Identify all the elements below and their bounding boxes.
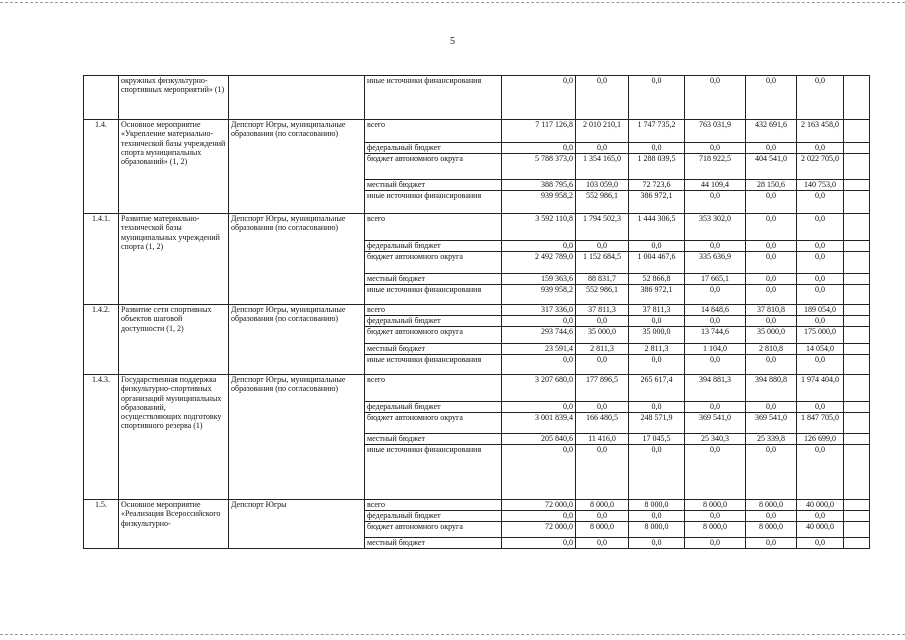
year-amount: 0,0 xyxy=(629,538,685,549)
year-amount: 369 541,0 xyxy=(746,413,797,434)
empty-cell xyxy=(844,180,870,191)
year-amount: 0,0 xyxy=(797,241,844,252)
year-amount: 37 810,8 xyxy=(746,305,797,316)
year-amount: 35 000,0 xyxy=(629,327,685,344)
year-amount: 8 000,0 xyxy=(685,500,746,511)
year-amount: 0,0 xyxy=(685,191,746,214)
year-amount: 248 571,9 xyxy=(629,413,685,434)
year-amount: 0,0 xyxy=(797,316,844,327)
year-amount: 0,0 xyxy=(746,76,797,120)
empty-cell xyxy=(844,375,870,402)
total-amount: 0,0 xyxy=(502,316,576,327)
year-amount: 0,0 xyxy=(746,252,797,274)
year-amount: 8 000,0 xyxy=(746,522,797,538)
year-amount: 0,0 xyxy=(685,402,746,413)
year-amount: 13 744,6 xyxy=(685,327,746,344)
empty-cell xyxy=(844,344,870,355)
year-amount: 0,0 xyxy=(746,511,797,522)
funding-source: бюджет автономного округа xyxy=(365,327,502,344)
year-amount: 35 000,0 xyxy=(746,327,797,344)
total-amount: 5 788 373,0 xyxy=(502,154,576,180)
year-amount: 8 000,0 xyxy=(685,522,746,538)
year-amount: 0,0 xyxy=(797,76,844,120)
total-amount: 0,0 xyxy=(502,355,576,375)
year-amount: 0,0 xyxy=(629,241,685,252)
empty-cell xyxy=(844,538,870,549)
year-amount: 35 000,0 xyxy=(576,327,629,344)
year-amount: 8 000,0 xyxy=(746,500,797,511)
funding-source: всего xyxy=(365,214,502,241)
empty-cell xyxy=(844,327,870,344)
year-amount: 0,0 xyxy=(576,316,629,327)
item-name: окружных физкультурно-спортивных мероприятий» (1) xyxy=(119,76,229,120)
funding-source: иные источники финансирования xyxy=(365,355,502,375)
year-amount: 1 288 039,5 xyxy=(629,154,685,180)
item-name: Государственная поддержка физкультурно-спортивных организаций муниципальных образований, осуществляющих подготовку спортивного резерва (1) xyxy=(119,375,229,500)
year-amount: 0,0 xyxy=(746,538,797,549)
table-row xyxy=(84,214,870,241)
total-amount: 0,0 xyxy=(502,143,576,154)
total-amount: 0,0 xyxy=(502,402,576,413)
empty-cell xyxy=(844,305,870,316)
funding-source: иные источники финансирования xyxy=(365,285,502,305)
year-amount: 394 880,8 xyxy=(746,375,797,402)
total-amount: 72 000,0 xyxy=(502,500,576,511)
empty-cell xyxy=(844,120,870,143)
funding-source: местный бюджет xyxy=(365,180,502,191)
year-amount: 0,0 xyxy=(746,285,797,305)
year-amount: 0,0 xyxy=(685,538,746,549)
year-amount: 0,0 xyxy=(629,316,685,327)
budget-table xyxy=(83,75,870,549)
year-amount: 14 054,0 xyxy=(797,344,844,355)
item-name: Основное мероприятие «Укрепление материально-технической базы учреждений спорта муниципальных образований» (1, 2) xyxy=(119,120,229,214)
item-number: 1.5. xyxy=(84,500,119,549)
year-amount: 0,0 xyxy=(746,191,797,214)
year-amount: 0,0 xyxy=(576,538,629,549)
item-name: Основное мероприятие «Реализация Всероссийского физкультурно- xyxy=(119,500,229,549)
year-amount: 1 444 306,5 xyxy=(629,214,685,241)
year-amount: 14 848,6 xyxy=(685,305,746,316)
year-amount: 88 831,7 xyxy=(576,274,629,285)
total-amount: 2 492 789,0 xyxy=(502,252,576,274)
year-amount: 0,0 xyxy=(746,274,797,285)
year-amount: 0,0 xyxy=(746,402,797,413)
table-row xyxy=(84,120,870,143)
year-amount: 394 881,3 xyxy=(685,375,746,402)
year-amount: 25 339,8 xyxy=(746,434,797,445)
funding-source: федеральный бюджет xyxy=(365,143,502,154)
year-amount: 0,0 xyxy=(797,285,844,305)
empty-cell xyxy=(844,355,870,375)
year-amount: 1 354 165,0 xyxy=(576,154,629,180)
year-amount: 1 974 404,0 xyxy=(797,375,844,402)
total-amount: 0,0 xyxy=(502,538,576,549)
year-amount: 0,0 xyxy=(629,143,685,154)
year-amount: 0,0 xyxy=(685,285,746,305)
item-number: 1.4. xyxy=(84,120,119,214)
table-row xyxy=(84,500,870,511)
empty-cell xyxy=(844,413,870,434)
empty-cell xyxy=(844,214,870,241)
total-amount: 0,0 xyxy=(502,241,576,252)
year-amount: 0,0 xyxy=(685,316,746,327)
empty-cell xyxy=(844,402,870,413)
funding-source: всего xyxy=(365,500,502,511)
year-amount: 0,0 xyxy=(576,355,629,375)
year-amount: 1 794 502,3 xyxy=(576,214,629,241)
year-amount: 103 059,0 xyxy=(576,180,629,191)
year-amount: 2 022 705,0 xyxy=(797,154,844,180)
total-amount: 205 840,6 xyxy=(502,434,576,445)
year-amount: 0,0 xyxy=(576,445,629,500)
total-amount: 293 744,6 xyxy=(502,327,576,344)
year-amount: 1 104,0 xyxy=(685,344,746,355)
year-amount: 2 811,3 xyxy=(576,344,629,355)
year-amount: 0,0 xyxy=(576,76,629,120)
responsible-executor: Депспорт Югры, муниципальные образования (по согласованию) xyxy=(229,375,365,500)
funding-source: иные источники финансирования xyxy=(365,76,502,120)
year-amount: 25 340,3 xyxy=(685,434,746,445)
total-amount: 3 001 839,4 xyxy=(502,413,576,434)
year-amount: 404 541,0 xyxy=(746,154,797,180)
year-amount: 369 541,0 xyxy=(685,413,746,434)
funding-source: бюджет автономного округа xyxy=(365,413,502,434)
year-amount: 0,0 xyxy=(797,538,844,549)
empty-cell xyxy=(844,285,870,305)
funding-source: местный бюджет xyxy=(365,434,502,445)
year-amount: 0,0 xyxy=(797,191,844,214)
funding-source: всего xyxy=(365,375,502,402)
total-amount: 0,0 xyxy=(502,76,576,120)
year-amount: 265 617,4 xyxy=(629,375,685,402)
responsible-executor: Депспорт Югры, муниципальные образования (по согласованию) xyxy=(229,214,365,305)
year-amount: 552 986,1 xyxy=(576,285,629,305)
empty-cell xyxy=(844,316,870,327)
funding-source: иные источники финансирования xyxy=(365,191,502,214)
year-amount: 0,0 xyxy=(797,143,844,154)
year-amount: 11 416,0 xyxy=(576,434,629,445)
funding-source: федеральный бюджет xyxy=(365,241,502,252)
year-amount: 37 811,3 xyxy=(629,305,685,316)
year-amount: 0,0 xyxy=(797,355,844,375)
year-amount: 44 109,4 xyxy=(685,180,746,191)
funding-source: федеральный бюджет xyxy=(365,511,502,522)
responsible-executor: Депспорт Югры, муниципальные образования (по согласованию) xyxy=(229,120,365,214)
page-number: 5 xyxy=(450,36,455,47)
year-amount: 2 811,3 xyxy=(629,344,685,355)
year-amount: 40 000,0 xyxy=(797,522,844,538)
item-number: 1.4.3. xyxy=(84,375,119,500)
empty-cell xyxy=(844,274,870,285)
year-amount: 432 691,6 xyxy=(746,120,797,143)
total-amount: 7 117 126,8 xyxy=(502,120,576,143)
total-amount: 3 207 680,0 xyxy=(502,375,576,402)
responsible-executor xyxy=(229,76,365,120)
empty-cell xyxy=(844,434,870,445)
table-row xyxy=(84,76,870,120)
year-amount: 2 810,8 xyxy=(746,344,797,355)
year-amount: 763 031,9 xyxy=(685,120,746,143)
year-amount: 0,0 xyxy=(797,402,844,413)
funding-source: бюджет автономного округа xyxy=(365,252,502,274)
year-amount: 1 004 467,6 xyxy=(629,252,685,274)
total-amount: 0,0 xyxy=(502,445,576,500)
budget-table-body xyxy=(84,76,870,549)
year-amount: 0,0 xyxy=(576,241,629,252)
year-amount: 2 163 458,0 xyxy=(797,120,844,143)
funding-source: бюджет автономного округа xyxy=(365,154,502,180)
year-amount: 8 000,0 xyxy=(576,522,629,538)
total-amount: 317 336,0 xyxy=(502,305,576,316)
empty-cell xyxy=(844,76,870,120)
year-amount: 552 986,1 xyxy=(576,191,629,214)
empty-cell xyxy=(844,241,870,252)
funding-source: местный бюджет xyxy=(365,538,502,549)
responsible-executor: Депспорт Югры, муниципальные образования (по согласованию) xyxy=(229,305,365,375)
funding-source: федеральный бюджет xyxy=(365,316,502,327)
empty-cell xyxy=(844,191,870,214)
funding-source: бюджет автономного округа xyxy=(365,522,502,538)
year-amount: 353 302,0 xyxy=(685,214,746,241)
table-row xyxy=(84,375,870,402)
year-amount: 2 010 210,1 xyxy=(576,120,629,143)
year-amount: 0,0 xyxy=(797,274,844,285)
year-amount: 0,0 xyxy=(797,252,844,274)
year-amount: 0,0 xyxy=(629,76,685,120)
responsible-executor: Депспорт Югры xyxy=(229,500,365,549)
year-amount: 0,0 xyxy=(797,214,844,241)
year-amount: 189 054,0 xyxy=(797,305,844,316)
year-amount: 1 847 705,0 xyxy=(797,413,844,434)
empty-cell xyxy=(844,143,870,154)
year-amount: 386 972,1 xyxy=(629,191,685,214)
year-amount: 0,0 xyxy=(629,445,685,500)
year-amount: 0,0 xyxy=(685,511,746,522)
total-amount: 939 958,2 xyxy=(502,285,576,305)
year-amount: 0,0 xyxy=(746,143,797,154)
item-number: 1.4.2. xyxy=(84,305,119,375)
year-amount: 0,0 xyxy=(576,511,629,522)
year-amount: 0,0 xyxy=(746,241,797,252)
item-name: Развитие сети спортивных объектов шаговой доступности (1, 2) xyxy=(119,305,229,375)
year-amount: 0,0 xyxy=(797,445,844,500)
year-amount: 0,0 xyxy=(629,402,685,413)
year-amount: 0,0 xyxy=(685,76,746,120)
year-amount: 0,0 xyxy=(746,445,797,500)
item-number: 1.4.1. xyxy=(84,214,119,305)
year-amount: 52 866,8 xyxy=(629,274,685,285)
empty-cell xyxy=(844,522,870,538)
year-amount: 8 000,0 xyxy=(576,500,629,511)
scan-edge-top xyxy=(0,2,905,3)
year-amount: 0,0 xyxy=(685,241,746,252)
funding-source: местный бюджет xyxy=(365,274,502,285)
empty-cell xyxy=(844,500,870,511)
year-amount: 8 000,0 xyxy=(629,500,685,511)
funding-source: федеральный бюджет xyxy=(365,402,502,413)
total-amount: 72 000,0 xyxy=(502,522,576,538)
table-row xyxy=(84,305,870,316)
year-amount: 140 753,0 xyxy=(797,180,844,191)
total-amount: 159 363,6 xyxy=(502,274,576,285)
year-amount: 0,0 xyxy=(685,143,746,154)
year-amount: 17 045,5 xyxy=(629,434,685,445)
year-amount: 1 747 735,2 xyxy=(629,120,685,143)
total-amount: 23 591,4 xyxy=(502,344,576,355)
year-amount: 1 152 684,5 xyxy=(576,252,629,274)
year-amount: 0,0 xyxy=(746,316,797,327)
year-amount: 17 665,1 xyxy=(685,274,746,285)
year-amount: 28 150,6 xyxy=(746,180,797,191)
year-amount: 37 811,3 xyxy=(576,305,629,316)
year-amount: 335 636,9 xyxy=(685,252,746,274)
item-name: Развитие материально-технической базы муниципальных учреждений спорта (1, 2) xyxy=(119,214,229,305)
year-amount: 386 972,1 xyxy=(629,285,685,305)
total-amount: 3 592 110,8 xyxy=(502,214,576,241)
year-amount: 166 480,5 xyxy=(576,413,629,434)
funding-source: всего xyxy=(365,305,502,316)
total-amount: 388 795,6 xyxy=(502,180,576,191)
year-amount: 177 896,5 xyxy=(576,375,629,402)
year-amount: 718 922,5 xyxy=(685,154,746,180)
total-amount: 939 958,2 xyxy=(502,191,576,214)
year-amount: 0,0 xyxy=(685,445,746,500)
year-amount: 0,0 xyxy=(629,355,685,375)
funding-source: местный бюджет xyxy=(365,344,502,355)
year-amount: 126 699,0 xyxy=(797,434,844,445)
year-amount: 0,0 xyxy=(797,511,844,522)
year-amount: 0,0 xyxy=(746,355,797,375)
empty-cell xyxy=(844,154,870,180)
item-number xyxy=(84,76,119,120)
empty-cell xyxy=(844,252,870,274)
funding-source: иные источники финансирования xyxy=(365,445,502,500)
funding-source: всего xyxy=(365,120,502,143)
total-amount: 0,0 xyxy=(502,511,576,522)
year-amount: 0,0 xyxy=(746,214,797,241)
year-amount: 0,0 xyxy=(685,355,746,375)
year-amount: 0,0 xyxy=(576,402,629,413)
year-amount: 0,0 xyxy=(576,143,629,154)
year-amount: 72 723,6 xyxy=(629,180,685,191)
year-amount: 0,0 xyxy=(629,511,685,522)
scan-edge-bottom xyxy=(0,634,905,635)
empty-cell xyxy=(844,511,870,522)
year-amount: 8 000,0 xyxy=(629,522,685,538)
empty-cell xyxy=(844,445,870,500)
year-amount: 40 000,0 xyxy=(797,500,844,511)
year-amount: 175 000,0 xyxy=(797,327,844,344)
